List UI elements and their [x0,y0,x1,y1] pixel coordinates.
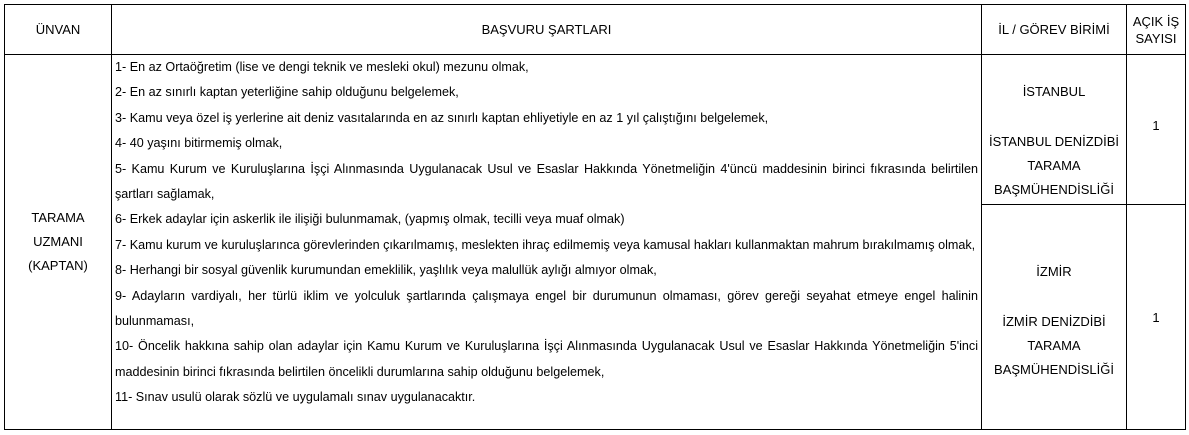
header-open-count-line2: SAYISI [1135,30,1177,46]
requirement-item: 5- Kamu Kurum ve Kuruluşlarına İşçi Alınmasında Uygulanacak Usul ve Esaslar Hakkında Yönetmeliğin 4'üncü maddesinin birinci fıkrasında belirtilen şartları sağlamak, [115,161,978,202]
position-title-line3: (KAPTAN) [28,258,88,273]
open-count-cell [1127,55,1186,205]
position-title-cell [5,55,112,430]
open-count-value: 1 [1152,309,1160,325]
position-title-line1: TARAMA [31,210,85,225]
unit-city: İSTANBUL [1022,84,1086,99]
header-open-count [1127,5,1186,55]
requirement-item: 3- Kamu veya özel iş yerlerine ait deniz vasıtalarında en az sınırlı kaptan ehliyetiyle en az 1 yıl çalıştığını belgelemek, [115,110,769,125]
requirement-item: 9- Adayların vardiyalı, her türlü iklim ve yolculuk şartlarında çalışmaya engel bir durumunun olmaması, görev gereği seyahat etmeye engel halinin bulunmaması, [115,288,978,329]
requirement-item: 7- Kamu kurum ve kuruluşlarınca görevlerinden çıkarılmamış, meslekten ihraç edilmemiş veya kamusal hakları kullanmaktan mahrum bırakılmamış olmak, [115,237,976,252]
unit-name-line2: TARAMA [1027,158,1081,173]
unit-name-line2: TARAMA [1027,338,1081,353]
open-count-value: 1 [1152,118,1160,133]
unit-name-line1: İSTANBUL DENİZDİBİ [988,134,1120,149]
unit-name-line1: İZMİR DENİZDİBİ [1002,314,1106,329]
requirement-item: 2- En az sınırlı kaptan yeterliğine sahip olduğunu belgelemek, [115,85,459,100]
header-unit: İL / GÖREV BİRİMİ [982,5,1127,55]
table-row [5,55,1186,205]
header-requirements: BAŞVURU ŞARTLARI [112,5,982,55]
header-title: ÜNVAN [5,5,112,55]
requirement-item: 8- Herhangi bir sosyal güvenlik kurumundan emeklilik, yaşlılık veya malullük aylığı almıyor olmak, [115,263,657,278]
unit-cell-istanbul [982,55,1127,205]
requirement-item: 6- Erkek adaylar için askerlik ile ilişiği bulunmamak, (yapmış olmak, tecilli veya muaf olmak) [115,212,625,227]
requirement-item: 4- 40 yaşını bitirmemiş olmak, [115,136,283,151]
requirements-cell [112,55,982,430]
requirement-item: 1- En az Ortaöğretim (lise ve dengi teknik ve mesleki okul) mezunu olmak, [115,60,529,74]
header-row [5,5,1186,55]
job-requirements-table [4,4,1186,430]
unit-cell-izmir [982,205,1127,430]
unit-city: İZMİR [1036,264,1072,279]
unit-name-line3: BAŞMÜHENDİSLİĞİ [994,182,1114,197]
header-open-count-line1: AÇIK İŞ [1132,13,1180,29]
requirement-item: 10- Öncelik hakkına sahip olan adaylar için Kamu Kurum ve Kuruluşlarına İşçi Alınmasında Uygulanacak Usul ve Esaslar Hakkında Yönetmeliğin 5'inci maddesinin birinci fıkrasında belirtilen öncelikli durumlarına sahip olduğunu belgelemek, [115,339,978,379]
open-count-cell [1127,205,1186,430]
requirement-item: 11- Sınav usulü olarak sözlü ve uygulamalı sınav uygulanacaktır. [115,390,476,405]
unit-name-line3: BAŞMÜHENDİSLİĞİ [994,362,1114,377]
position-title-line2: UZMANI [33,234,83,249]
